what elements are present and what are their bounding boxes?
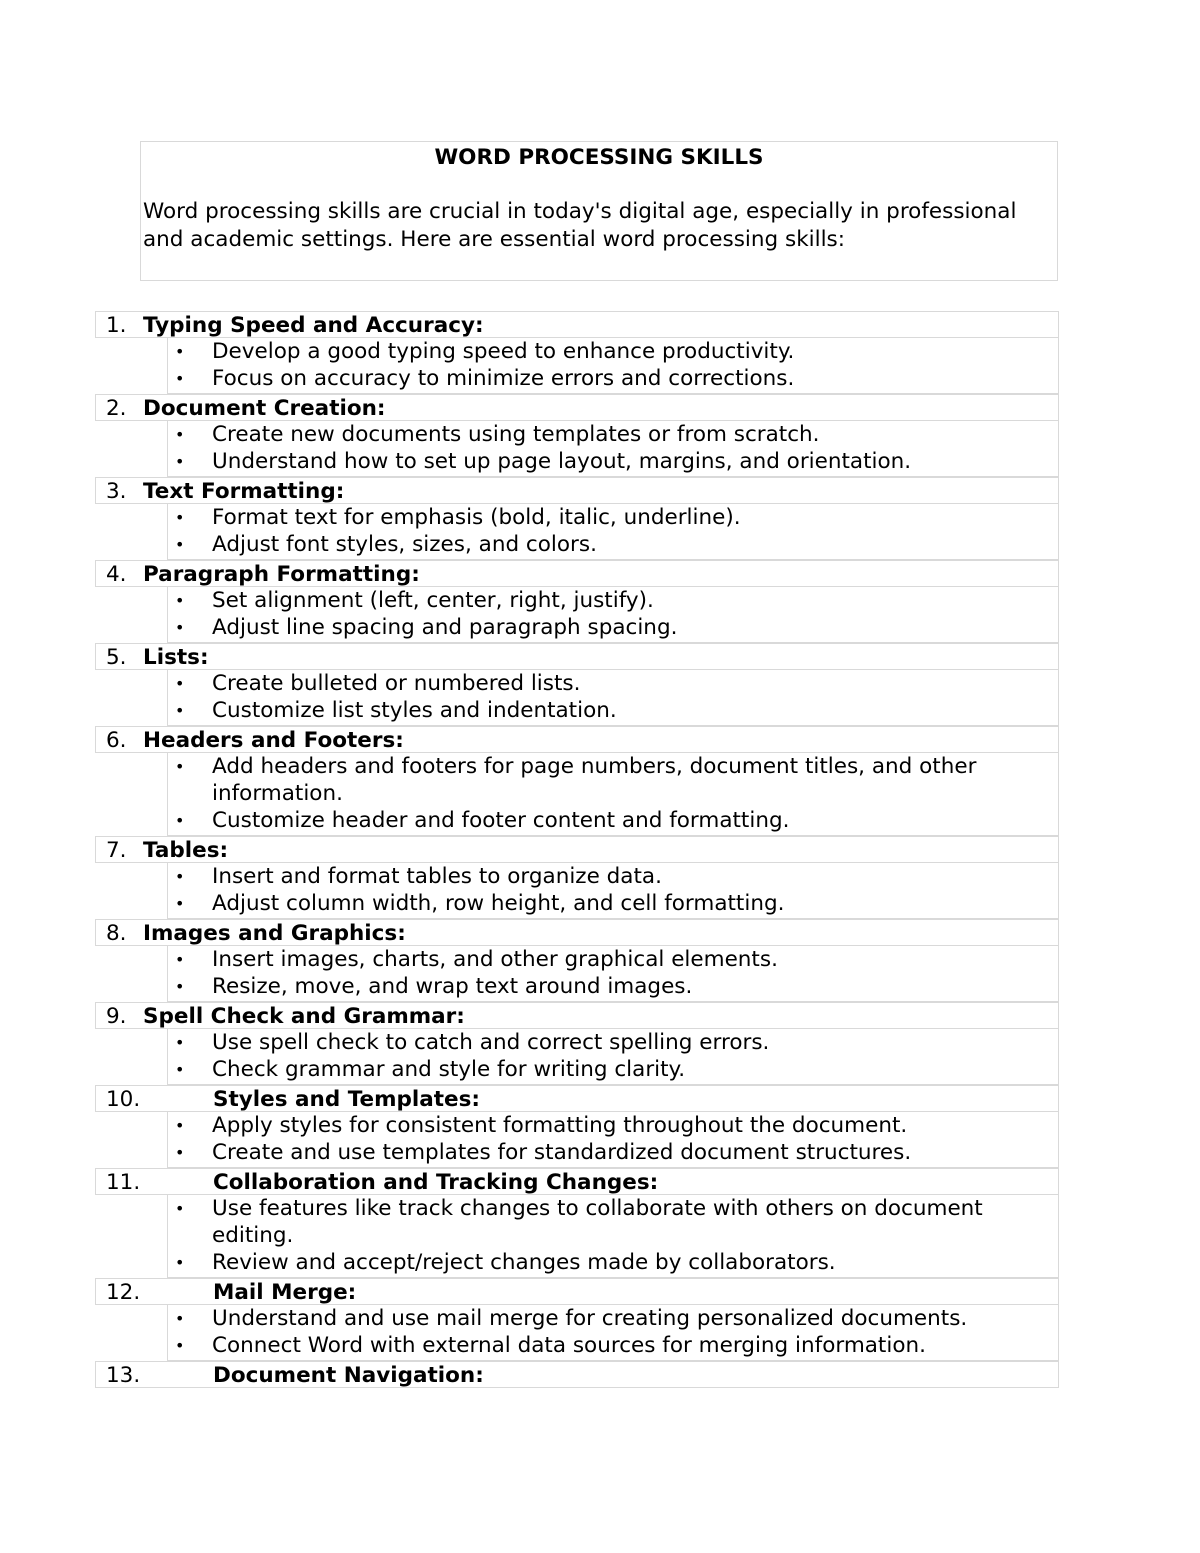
skill-title: Document Creation: (143, 396, 386, 421)
skill-number: 11. (106, 1170, 141, 1195)
intro-paragraph: Word processing skills are crucial in today's digital age, especially in professional and academic settings. Here are essential word processing skills: (143, 199, 1017, 252)
intro-box (140, 141, 1058, 281)
bullet-item (168, 1056, 1058, 1083)
bullet-item (168, 973, 1058, 1000)
bullet-item (168, 1195, 1058, 1249)
bullet-text: Adjust line spacing and paragraph spacing. (212, 615, 678, 640)
bullet-text: Use features like track changes to collaborate with others on document editing. (212, 1196, 983, 1248)
bullet-icon: • (175, 1199, 185, 1218)
bullet-icon: • (175, 757, 185, 776)
skill-section (95, 477, 1059, 560)
bullet-icon: • (175, 1116, 185, 1135)
skills-list (95, 311, 1059, 1388)
bullet-icon: • (175, 1309, 185, 1328)
bullet-icon: • (175, 1143, 185, 1162)
skill-heading-row (95, 394, 1059, 421)
bullet-item (168, 614, 1058, 641)
bullet-item (168, 1139, 1058, 1166)
skill-section (95, 1085, 1059, 1168)
skill-title: Lists: (143, 645, 209, 670)
skill-title: Paragraph Formatting: (143, 562, 420, 587)
bullet-icon: • (175, 508, 185, 527)
bullet-item (168, 365, 1058, 392)
bullet-text: Customize header and footer content and formatting. (212, 808, 790, 833)
skill-title: Styles and Templates: (213, 1087, 481, 1112)
skill-section (95, 1278, 1059, 1361)
skill-heading-row (95, 1361, 1059, 1388)
skill-heading-row (95, 477, 1059, 504)
skill-number: 2. (106, 396, 127, 421)
bullet-item (168, 890, 1058, 917)
skill-bullets (167, 587, 1059, 643)
bullet-item (168, 753, 1058, 807)
bullet-item (168, 1029, 1058, 1056)
bullet-icon: • (175, 894, 185, 913)
bullet-icon: • (175, 452, 185, 471)
bullet-text: Apply styles for consistent formatting throughout the document. (212, 1113, 908, 1138)
bullet-item (168, 670, 1058, 697)
bullet-item (168, 1305, 1058, 1332)
bullet-text: Use spell check to catch and correct spelling errors. (212, 1030, 770, 1055)
bullet-icon: • (175, 342, 185, 361)
skill-section (95, 919, 1059, 1002)
skill-heading-row (95, 1168, 1059, 1195)
bullet-icon: • (175, 1033, 185, 1052)
skill-title: Headers and Footers: (143, 728, 404, 753)
skill-title: Collaboration and Tracking Changes: (213, 1170, 659, 1195)
bullet-text: Resize, move, and wrap text around images. (212, 974, 693, 999)
skill-number: 4. (106, 562, 127, 587)
bullet-text: Create and use templates for standardized document structures. (212, 1140, 912, 1165)
bullet-icon: • (175, 811, 185, 830)
skill-number: 6. (106, 728, 127, 753)
bullet-icon: • (175, 618, 185, 637)
skill-section (95, 836, 1059, 919)
skill-title: Document Navigation: (213, 1363, 484, 1388)
skill-bullets (167, 1029, 1059, 1085)
skill-section (95, 560, 1059, 643)
skill-heading-row (95, 836, 1059, 863)
bullet-item (168, 587, 1058, 614)
bullet-item (168, 504, 1058, 531)
skill-bullets (167, 1112, 1059, 1168)
skill-number: 10. (106, 1087, 141, 1112)
bullet-item (168, 531, 1058, 558)
skill-number: 13. (106, 1363, 141, 1388)
skill-title: Tables: (143, 838, 229, 863)
bullet-text: Connect Word with external data sources for merging information. (212, 1333, 926, 1358)
bullet-text: Review and accept/reject changes made by collaborators. (212, 1250, 836, 1275)
skill-title: Typing Speed and Accuracy: (143, 313, 484, 338)
skill-heading-row (95, 643, 1059, 670)
bullet-text: Customize list styles and indentation. (212, 698, 617, 723)
skill-bullets (167, 421, 1059, 477)
skill-bullets (167, 863, 1059, 919)
bullet-text: Adjust font styles, sizes, and colors. (212, 532, 597, 557)
skill-section (95, 726, 1059, 836)
skill-bullets (167, 504, 1059, 560)
skill-number: 9. (106, 1004, 127, 1029)
bullet-item (168, 1112, 1058, 1139)
bullet-text: Create new documents using templates or from scratch. (212, 422, 820, 447)
skill-number: 5. (106, 645, 127, 670)
skill-bullets (167, 753, 1059, 836)
bullet-item (168, 1332, 1058, 1359)
bullet-item (168, 448, 1058, 475)
bullet-text: Add headers and footers for page numbers, document titles, and other information. (212, 754, 977, 806)
bullet-text: Understand how to set up page layout, margins, and orientation. (212, 449, 912, 474)
bullet-icon: • (175, 1336, 185, 1355)
bullet-text: Understand and use mail merge for creating personalized documents. (212, 1306, 968, 1331)
bullet-text: Focus on accuracy to minimize errors and corrections. (212, 366, 795, 391)
skill-section (95, 1361, 1059, 1388)
skill-number: 3. (106, 479, 127, 504)
bullet-text: Insert images, charts, and other graphical elements. (212, 947, 778, 972)
bullet-icon: • (175, 535, 185, 554)
skill-number: 12. (106, 1280, 141, 1305)
skill-bullets (167, 946, 1059, 1002)
skill-section (95, 643, 1059, 726)
skill-heading-row (95, 726, 1059, 753)
bullet-item (168, 946, 1058, 973)
skill-number: 7. (106, 838, 127, 863)
bullet-icon: • (175, 591, 185, 610)
skill-heading-row (95, 1278, 1059, 1305)
bullet-item (168, 421, 1058, 448)
bullet-item (168, 1249, 1058, 1276)
skill-bullets (167, 338, 1059, 394)
bullet-item (168, 863, 1058, 890)
skill-section (95, 1002, 1059, 1085)
skill-heading-row (95, 1002, 1059, 1029)
bullet-icon: • (175, 1253, 185, 1272)
skill-heading-row (95, 1085, 1059, 1112)
bullet-icon: • (175, 701, 185, 720)
bullet-icon: • (175, 950, 185, 969)
skill-bullets (167, 1195, 1059, 1278)
bullet-text: Create bulleted or numbered lists. (212, 671, 581, 696)
bullet-icon: • (175, 977, 185, 996)
bullet-icon: • (175, 1060, 185, 1079)
bullet-icon: • (175, 674, 185, 693)
skill-title: Mail Merge: (213, 1280, 357, 1305)
bullet-text: Adjust column width, row height, and cell formatting. (212, 891, 785, 916)
skill-title: Text Formatting: (143, 479, 345, 504)
bullet-icon: • (175, 867, 185, 886)
bullet-item (168, 697, 1058, 724)
bullet-text: Develop a good typing speed to enhance productivity. (212, 339, 795, 364)
skill-number: 8. (106, 921, 127, 946)
bullet-icon: • (175, 369, 185, 388)
skill-bullets (167, 1305, 1059, 1361)
skill-title: Images and Graphics: (143, 921, 406, 946)
skill-title: Spell Check and Grammar: (143, 1004, 465, 1029)
skill-section (95, 1168, 1059, 1278)
bullet-item (168, 338, 1058, 365)
skill-section (95, 394, 1059, 477)
skill-number: 1. (106, 313, 127, 338)
skill-heading-row (95, 560, 1059, 587)
bullet-text: Check grammar and style for writing clarity. (212, 1057, 686, 1082)
bullet-text: Set alignment (left, center, right, justify). (212, 588, 654, 613)
bullet-item (168, 807, 1058, 834)
bullet-text: Format text for emphasis (bold, italic, underline). (212, 505, 741, 530)
bullet-text: Insert and format tables to organize data. (212, 864, 662, 889)
bullet-icon: • (175, 425, 185, 444)
skill-heading-row (95, 311, 1059, 338)
document-title: WORD PROCESSING SKILLS (434, 145, 764, 170)
skill-heading-row (95, 919, 1059, 946)
skill-section (95, 311, 1059, 394)
skill-bullets (167, 670, 1059, 726)
